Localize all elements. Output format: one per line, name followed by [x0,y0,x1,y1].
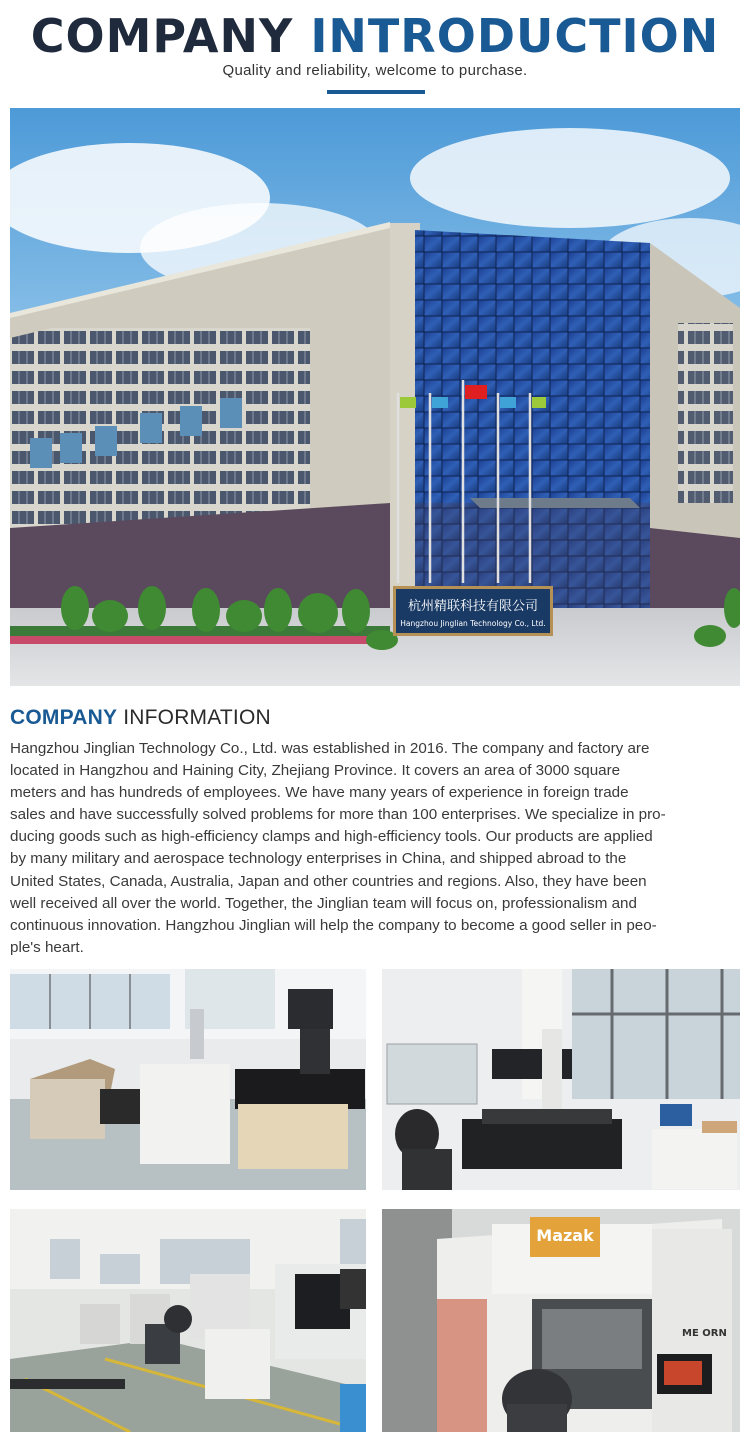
sign-chinese-text: 杭州精联科技有限公司 [407,599,539,614]
info-line: meters and has hundreds of employees. We have many years of experience in foreign trade [10,784,629,802]
section-header [0,0,750,100]
info-line: ducing goods such as high-efficiency clamps and high-efficiency tools. Our products are applied [10,828,653,846]
factory-building-photo [10,108,740,686]
cnc-workshop-photo [10,1209,366,1432]
title-part-introduction: INTRODUCTION [310,9,720,63]
page-subtitle: Quality and reliability, welcome to purchase. [222,62,528,79]
info-line: sales and have successfully solved problems for more than 100 enterprises. We specialize in pro- [10,806,666,824]
info-line: well received all over the world. Together, the Jinglian team will focus on, professionalism and [10,894,637,912]
info-paragraph [10,738,732,959]
cmm-room-photo [382,969,740,1190]
info-heading-company: COMPANY [10,706,118,729]
office-lab-photo [10,969,366,1190]
sign-english-text: Hangzhou Jinglian Technology Co., Ltd. [400,619,546,628]
mazak-machine-photo [382,1209,740,1432]
info-line: continuous innovation. Hangzhou Jinglian will help the company to become a good seller in peo- [10,916,657,934]
machine-model-text: ME ORN [682,1328,727,1339]
info-heading [10,705,271,731]
title-underline [327,90,425,94]
info-heading-information: INFORMATION [123,706,271,729]
info-line: located in Hangzhou and Haining City, Zhejiang Province. It covers an area of 3000 square [10,762,621,780]
machine-brand-text: Mazak [536,1226,594,1245]
page-title [0,10,750,62]
info-line: Hangzhou Jinglian Technology Co., Ltd. was established in 2016. The company and factory are [10,740,650,757]
info-line: ple's heart. [10,938,84,956]
info-line: by many military and aerospace technology enterprises in China, and shipped abroad to the [10,850,627,868]
info-line: United States, Canada, Australia, Japan and other countries and regions. Also, they have been [10,872,647,890]
title-part-company: COMPANY [30,9,294,63]
